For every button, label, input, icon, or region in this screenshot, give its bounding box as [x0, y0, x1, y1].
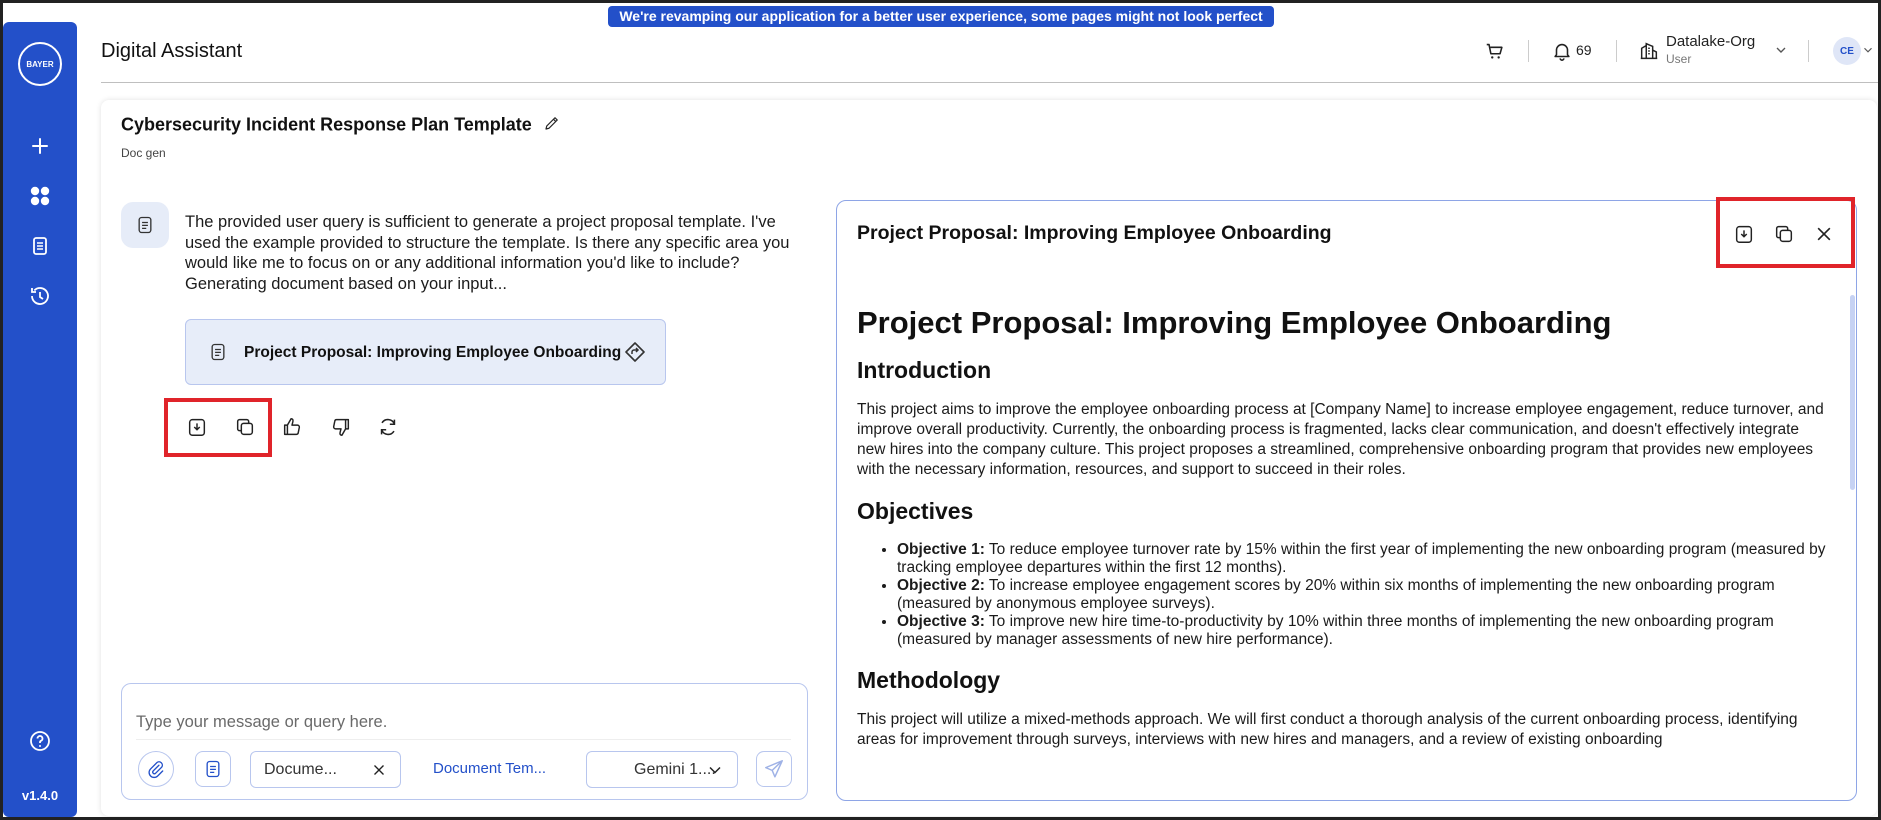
objective-text: To reduce employee turnover rate by 15% within the first year of implementing the new onboarding program (measured by tracking employee departures within the first 12 months). — [897, 541, 1826, 576]
bot-message: The provided user query is sufficient to generate a project proposal template. I've used the example provided to structure the template. Is there any specific area you would like me to focus on or any additional information you'd like to include? Generating document based on your input... — [185, 213, 790, 293]
cart-icon[interactable] — [1482, 38, 1508, 64]
chevron-down-icon[interactable] — [1858, 37, 1878, 63]
send-button[interactable] — [756, 751, 792, 787]
document-icon — [208, 341, 228, 368]
pencil-icon[interactable] — [543, 114, 561, 137]
objective-label: Objective 3: — [897, 613, 985, 630]
copy-icon[interactable] — [1769, 221, 1799, 247]
chevron-down-icon — [704, 760, 726, 785]
list-item — [897, 541, 1827, 577]
thumbs-up-icon[interactable] — [277, 415, 307, 439]
download-icon[interactable] — [182, 415, 212, 439]
header-divider — [1808, 40, 1809, 62]
send-icon — [763, 758, 785, 780]
apps-grid-icon[interactable] — [26, 182, 54, 210]
document-type-select[interactable] — [250, 751, 401, 788]
bayer-logo[interactable]: BAYER — [18, 42, 62, 86]
document-icon[interactable] — [195, 751, 231, 787]
bell-icon[interactable] — [1549, 38, 1575, 64]
document-title — [121, 114, 561, 137]
user-avatar[interactable]: CE — [1833, 37, 1861, 65]
document-type-value: Docume... — [264, 761, 337, 778]
section-heading: Objectives — [857, 498, 974, 524]
open-document-icon[interactable] — [623, 340, 647, 369]
document-title-text: Cybersecurity Incident Response Plan Template — [121, 114, 532, 135]
header-divider — [1616, 40, 1617, 62]
close-icon[interactable] — [1809, 221, 1839, 247]
app-version: v1.4.0 — [21, 788, 59, 803]
regenerate-icon[interactable] — [373, 415, 403, 439]
sidebar — [3, 22, 77, 817]
org-name[interactable]: Datalake-Org — [1666, 33, 1756, 50]
objective-text: To increase employee engagement scores by 20% within six months of implementing the new onboarding program (measured by anonymous employee surveys). — [897, 577, 1775, 612]
preview-heading: Project Proposal: Improving Employee Onboarding — [857, 305, 1612, 340]
model-select[interactable] — [586, 751, 738, 788]
bot-avatar — [121, 202, 169, 248]
document-chip-label: Project Proposal: Improving Employee Onboarding — [244, 344, 622, 361]
section-paragraph: This project aims to improve the employee onboarding process at [Company Name] to increase employee engagement, reduce turnover, and improve overall productivity. Currently, the onboarding process is fragmented, lacks clear communication, and doesn't effectively integrate new hires into the company culture. This project proposes a streamlined, comprehensive onboarding program that provides new employees with the necessary information, resources, and support to succeed in their roles. — [857, 401, 1824, 478]
generated-document-chip[interactable] — [185, 319, 666, 385]
notification-count: 69 — [1576, 42, 1592, 58]
preview-content — [857, 305, 1827, 768]
plus-icon[interactable] — [26, 132, 54, 160]
list-item — [897, 613, 1827, 649]
paperclip-icon[interactable] — [138, 751, 174, 787]
section-paragraph: This project will utilize a mixed-methods approach. We will first conduct a thorough analysis of the current onboarding process, identifying areas for improvement through surveys, interviews with new hires and managers, and a review of existing onboarding — [857, 711, 1798, 748]
section-heading: Introduction — [857, 357, 992, 383]
objective-label: Objective 1: — [897, 541, 985, 558]
message-input[interactable] — [136, 706, 791, 740]
download-icon[interactable] — [1729, 221, 1759, 247]
history-icon[interactable] — [26, 282, 54, 310]
chevron-down-icon[interactable] — [1768, 37, 1794, 63]
app-title: Digital Assistant — [101, 40, 243, 62]
thumbs-down-icon[interactable] — [326, 415, 356, 439]
organization-icon[interactable] — [1636, 38, 1662, 64]
document-subtitle: Doc gen — [121, 146, 166, 160]
document-icon[interactable] — [26, 232, 54, 260]
clear-icon[interactable] — [370, 761, 388, 784]
org-role: User — [1666, 52, 1692, 66]
model-value: Gemini 1.... — [634, 761, 716, 778]
preview-title: Project Proposal: Improving Employee Onboarding — [857, 222, 1332, 244]
announcement-banner: We're revamping our application for a better user experience, some pages might not look perfect yet! — [608, 6, 1274, 27]
list-item — [897, 577, 1827, 613]
objectives-list — [897, 541, 1827, 649]
header-divider — [1528, 40, 1529, 62]
section-heading: Methodology — [857, 667, 1001, 693]
document-icon — [135, 214, 155, 236]
preview-scrollbar[interactable] — [1850, 295, 1855, 490]
objective-text: To improve new hire time-to-productivity by 10% within three months of implementing the new onboarding program (measured by manager assessments of new hire performance). — [897, 613, 1774, 648]
objective-label: Objective 2: — [897, 577, 985, 594]
copy-icon[interactable] — [230, 415, 260, 439]
help-icon[interactable] — [26, 727, 54, 755]
document-template-link[interactable]: Document Tem... — [433, 760, 547, 777]
header-divider-line — [101, 82, 1878, 83]
